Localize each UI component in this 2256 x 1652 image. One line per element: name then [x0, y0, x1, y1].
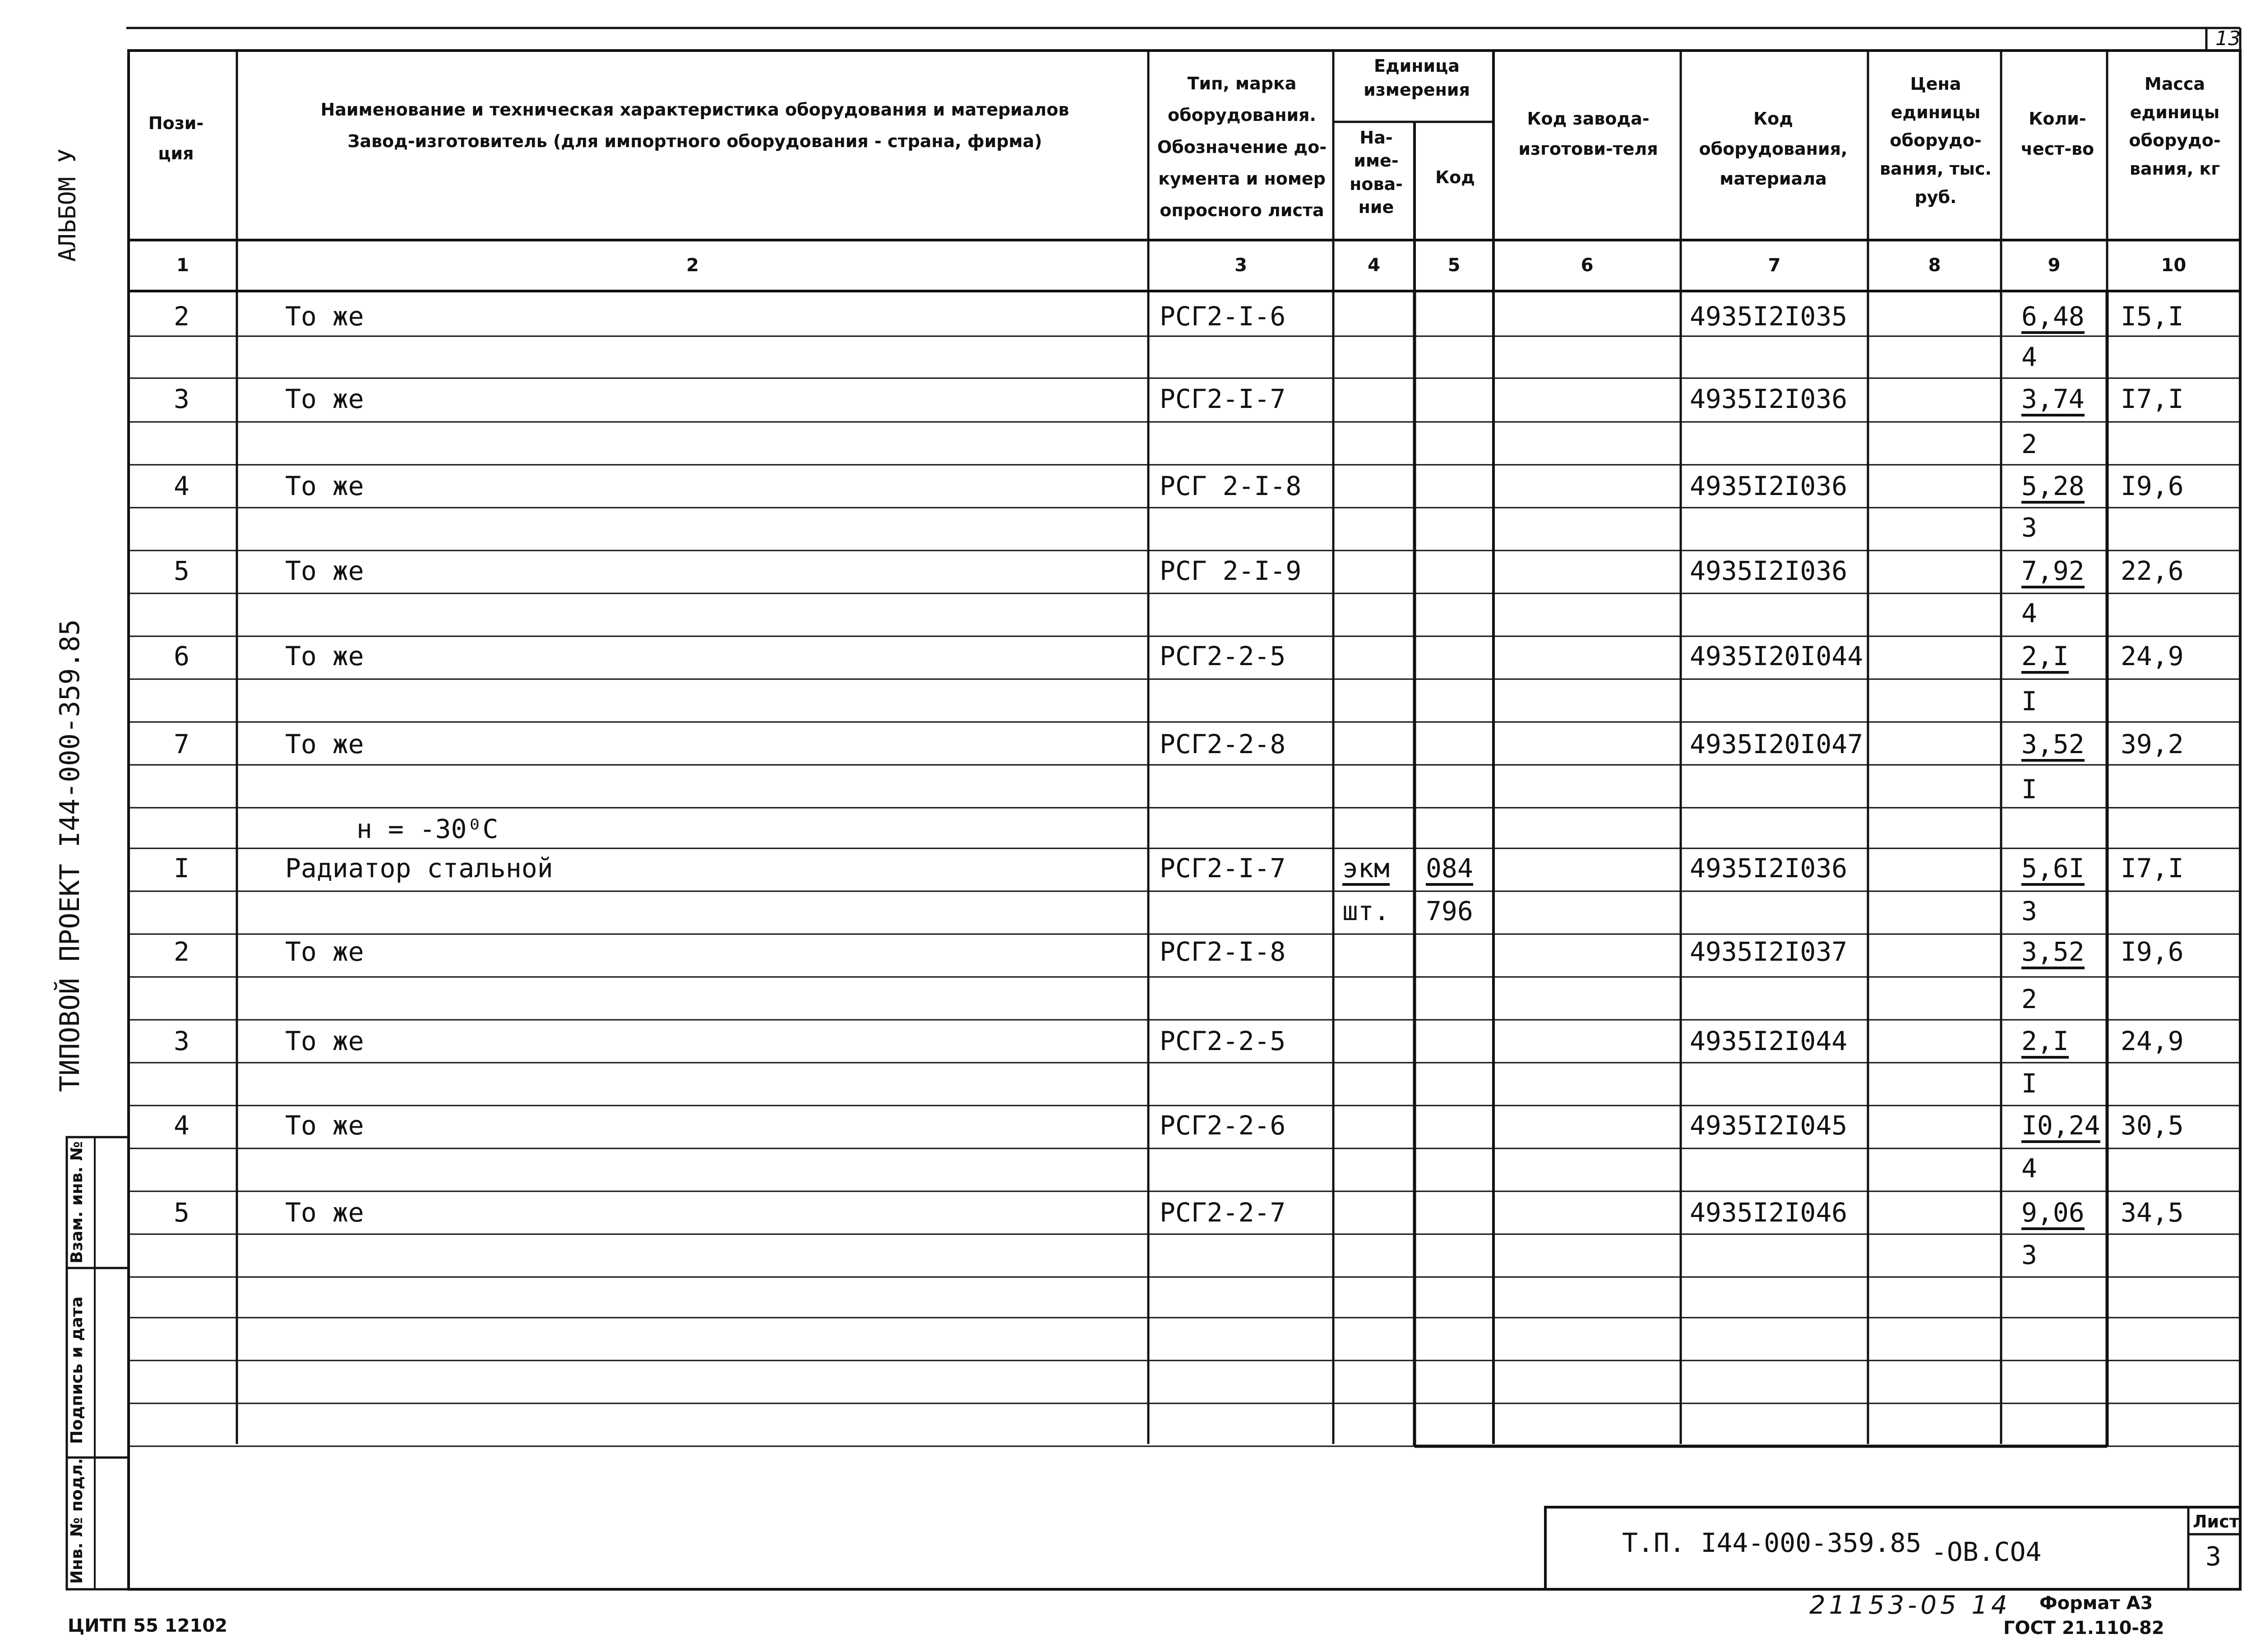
row-equip-code: 4935I2I036	[1690, 471, 1848, 501]
row-mass: I7,I	[2121, 853, 2184, 884]
header-name-line1: Наименование и техническая характеристика оборудования и материалов	[320, 100, 1069, 120]
row-pos: I	[174, 853, 190, 884]
col-number: 2	[686, 255, 699, 276]
row-type: РСГ2-2-6	[1160, 1110, 1286, 1141]
row-name: То же	[285, 641, 364, 671]
row-qty-bottom: 4	[2021, 342, 2037, 372]
row-mass: 24,9	[2121, 1026, 2184, 1056]
col-number: 10	[2161, 255, 2187, 276]
col-number: 3	[1234, 255, 1247, 276]
gost-label: ГОСТ 21.110-82	[2003, 1618, 2164, 1638]
row-type: РСГ2-I-6	[1160, 301, 1286, 332]
row-name: То же	[285, 384, 364, 414]
row-equip-code: 4935I2I035	[1690, 301, 1848, 332]
row-mass: I7,I	[2121, 384, 2184, 414]
row-qty-top: 5,6I	[2021, 855, 2085, 886]
row-qty-bottom: I	[2021, 774, 2037, 805]
col-number: 7	[1768, 255, 1781, 276]
header-price: Цена единицы оборудо-вания, тыс. руб.	[1880, 74, 1992, 207]
header-unit-name: На-име-нова-ние	[1350, 128, 1403, 217]
row-type: РСГ2-2-5	[1160, 641, 1286, 671]
row-pos: 5	[174, 555, 190, 586]
row-pos: 4	[174, 471, 190, 501]
stamp-podpis: Подпись и дата	[68, 1296, 86, 1444]
row-mass: 24,9	[2121, 641, 2184, 671]
row-name: То же	[285, 301, 364, 332]
row-pos: 4	[174, 1110, 190, 1141]
header-pos: Пози-ция	[148, 113, 204, 163]
row-pos: 2	[174, 301, 190, 332]
row-qty-bottom: 3	[2021, 512, 2037, 543]
stamp-vzam: Взам. инв. №	[68, 1141, 86, 1263]
row-qty-bottom: I	[2021, 686, 2037, 717]
row-unit-code-2: 796	[1426, 896, 1473, 926]
header-unit: Единица измерения	[1364, 56, 1470, 100]
row-type: РСГ2-2-7	[1160, 1197, 1286, 1228]
row-name: То же	[285, 729, 364, 759]
row-name: То же	[285, 555, 364, 586]
sheet-corner-number: 13	[2215, 27, 2241, 50]
row-equip-code: 4935I2I045	[1690, 1110, 1848, 1141]
row-equip-code: 4935I2I036	[1690, 853, 1848, 884]
row-pos: 5	[174, 1197, 190, 1228]
sheet-number: 3	[2205, 1541, 2221, 1572]
col-number: 6	[1581, 255, 1594, 276]
section-heading: н = -30⁰С	[356, 814, 499, 844]
row-type: РСГ2-I-8	[1160, 936, 1286, 967]
row-name: То же	[285, 1026, 364, 1056]
row-equip-code: 4935I2I036	[1690, 555, 1848, 586]
row-type: РСГ 2-I-8	[1160, 471, 1302, 501]
row-mass: 39,2	[2121, 729, 2184, 759]
row-qty-top: 5,28	[2021, 473, 2085, 504]
row-type: РСГ2-I-7	[1160, 853, 1286, 884]
col-number: 8	[1928, 255, 1941, 276]
row-equip-code: 4935I2I044	[1690, 1026, 1848, 1056]
col-number: 5	[1447, 255, 1461, 276]
header-unit-code: Код	[1435, 167, 1475, 187]
row-name: То же	[285, 1110, 364, 1141]
row-pos: 3	[174, 1026, 190, 1056]
col-number: 4	[1368, 255, 1380, 276]
row-unit: экм	[1342, 855, 1390, 886]
row-qty-bottom: 3	[2021, 896, 2037, 926]
row-qty-top: 3,74	[2021, 386, 2085, 416]
row-qty-top: 6,48	[2021, 303, 2085, 334]
format-label: Формат А3	[2039, 1593, 2153, 1614]
col-number: 1	[176, 255, 189, 276]
row-name: То же	[285, 471, 364, 501]
row-type: РСГ2-2-5	[1160, 1026, 1286, 1056]
row-qty-top: 9,06	[2021, 1199, 2085, 1230]
row-pos: 2	[174, 936, 190, 967]
row-qty-bottom: 4	[2021, 1153, 2037, 1184]
row-pos: 7	[174, 729, 190, 759]
row-qty-top: 2,I	[2021, 643, 2069, 674]
row-qty-top: 7,92	[2021, 558, 2085, 588]
row-qty-bottom: 2	[2021, 984, 2037, 1014]
header-factory: Код завода-изготови-теля	[1518, 109, 1658, 159]
row-qty-bottom: 2	[2021, 429, 2037, 459]
row-mass: 22,6	[2121, 555, 2184, 586]
row-equip-code: 4935I2I036	[1690, 384, 1848, 414]
row-equip-code: 4935I20I044	[1690, 641, 1863, 671]
row-name: Радиатор стальной	[285, 853, 553, 884]
row-unit-2: шт.	[1342, 896, 1390, 926]
row-type: РСГ2-I-7	[1160, 384, 1286, 414]
row-equip-code: 4935I20I047	[1690, 729, 1863, 759]
row-qty-bottom: 4	[2021, 598, 2037, 629]
header-equip-code: Код оборудования, материала	[1699, 109, 1848, 189]
row-name: То же	[285, 936, 364, 967]
row-qty-bottom: I	[2021, 1068, 2037, 1099]
row-unit-code: 084	[1426, 855, 1473, 886]
row-pos: 3	[174, 384, 190, 414]
footer-left: ЦИТП 55 12102	[68, 1615, 228, 1636]
header-type: Тип, марка оборудования. Обозначение до-кумента и номер опросного листа	[1157, 74, 1327, 221]
row-qty-bottom: 3	[2021, 1240, 2037, 1270]
doc-designation: Т.П. I44-000-359.85	[1622, 1527, 1922, 1558]
col-number: 9	[2048, 255, 2061, 276]
stamp-inv: Инв. № подл.	[68, 1458, 86, 1584]
sheet-label: Лист	[2193, 1512, 2239, 1532]
row-equip-code: 4935I2I037	[1690, 936, 1848, 967]
row-mass: I9,6	[2121, 471, 2184, 501]
header-qty: Коли-чест-во	[2020, 109, 2094, 159]
row-qty-top: 3,52	[2021, 731, 2085, 762]
order-number: 21153-05 14	[1809, 1591, 2011, 1620]
row-mass: 34,5	[2121, 1197, 2184, 1228]
row-name: То же	[285, 1197, 364, 1228]
album-label: АЛЬБОМ У	[54, 148, 81, 262]
row-qty-top: 2,I	[2021, 1028, 2069, 1059]
row-qty-top: 3,52	[2021, 939, 2085, 969]
row-mass: I5,I	[2121, 301, 2184, 332]
header-mass: Масса единицы оборудо-вания, кг	[2129, 74, 2221, 179]
row-type: РСГ 2-I-9	[1160, 555, 1302, 586]
project-label: ТИПОВОЙ ПРОЕКТ I44-000-359.85	[54, 619, 86, 1092]
row-equip-code: 4935I2I046	[1690, 1197, 1848, 1228]
doc-suffix: -ОВ.СО4	[1931, 1536, 2042, 1567]
row-mass: I9,6	[2121, 936, 2184, 967]
header-name-line2: Завод-изготовитель (для импортного оборудования - страна, фирма)	[347, 131, 1042, 151]
row-pos: 6	[174, 641, 190, 671]
row-type: РСГ2-2-8	[1160, 729, 1286, 759]
row-mass: 30,5	[2121, 1110, 2184, 1141]
row-qty-top: I0,24	[2021, 1112, 2100, 1143]
